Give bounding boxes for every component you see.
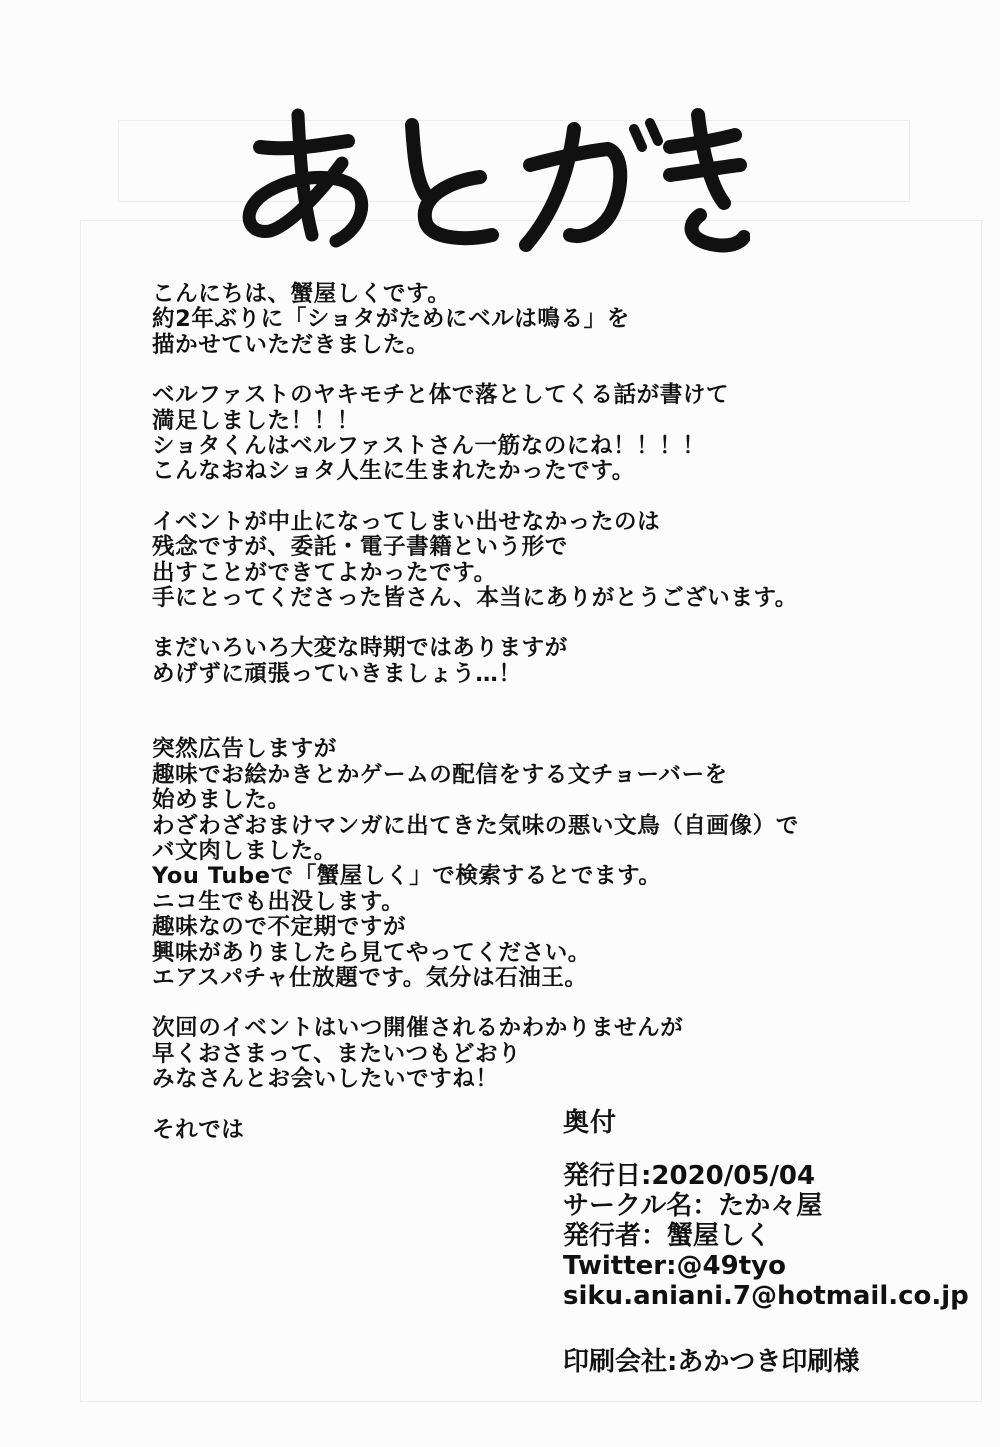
text-line: 早くおさまって、またいつもどおり xyxy=(152,1040,522,1067)
text-line: 出すことができてよかったです。 xyxy=(152,559,497,586)
twitter-handle: Twitter:@49tyo xyxy=(563,1251,786,1281)
text-line: こんなおねショタ人生に生まれたかったです。 xyxy=(152,458,635,485)
paragraph-greeting xyxy=(152,282,872,358)
text-line: めげずに頑張っていきましょう…！ xyxy=(152,660,522,687)
text-line: それでは xyxy=(152,1116,245,1143)
paragraph-event xyxy=(152,510,872,612)
text-line: 残念ですが、委託・電子書籍という形で xyxy=(152,534,568,561)
text-line: 手にとってくださった皆さん、本当にありがとうございます。 xyxy=(152,585,798,612)
email-address: siku.aniani.7@hotmail.co.jp xyxy=(563,1281,969,1311)
text-line: バ文肉しました。 xyxy=(152,837,337,864)
afterword-body xyxy=(152,282,872,1168)
text-line: You Tubeで「蟹屋しく」で検索するとでます。 xyxy=(152,863,662,890)
publish-date: 発行日:2020/05/04 xyxy=(563,1161,816,1191)
paragraph-story xyxy=(152,383,872,485)
handwritten-title-graphic xyxy=(230,85,750,265)
text-line: 描かせていただきました。 xyxy=(152,331,430,358)
paragraph-next-event xyxy=(152,1016,872,1092)
colophon xyxy=(563,1102,983,1378)
paragraph-encouragement xyxy=(152,636,872,687)
paragraph-advertisement xyxy=(152,737,872,991)
colophon-heading: 奥付 xyxy=(563,1108,618,1138)
text-line: ショタくんはベルファストさん一筋なのにね！！！！ xyxy=(152,433,706,460)
text-line: みなさんとお会いしたいですね！ xyxy=(152,1066,499,1093)
text-line: 次回のイベントはいつ開催されるかわかりませんが xyxy=(152,1015,684,1042)
text-line: ベルファストのヤキモチと体で落としてくる話が書けて xyxy=(152,382,730,409)
text-line: ニコ生でも出没します。 xyxy=(152,888,405,915)
text-line: 約2年ぶりに「ショタがためにベルは鳴る」を xyxy=(152,306,630,333)
printing-company: 印刷会社:あかつき印刷様 xyxy=(563,1347,860,1377)
text-line: エアスパチャ仕放題です。気分は石油王。 xyxy=(152,964,588,991)
text-line: 趣味なので不定期ですが xyxy=(152,914,407,941)
publisher-name: 発行者：蟹屋しく xyxy=(563,1221,772,1251)
text-line: イベントが中止になってしまい出せなかったのは xyxy=(152,508,661,535)
text-line: まだいろいろ大変な時期ではありますが xyxy=(152,635,568,662)
text-line: 興味がありましたら見てやってください。 xyxy=(152,939,591,966)
afterword-title xyxy=(230,85,750,265)
text-line: 突然広告しますが xyxy=(152,736,337,763)
text-line: 趣味でお絵かきとかゲームの配信をする文チョーバーを xyxy=(152,761,728,788)
text-line: 始めました。 xyxy=(152,787,291,814)
text-line: こんにちは、蟹屋しくです。 xyxy=(152,281,451,307)
text-line: 満足しました！！！ xyxy=(152,407,360,434)
text-line: わざわざおまけマンガに出てきた気味の悪い文鳥（自画像）で xyxy=(152,812,799,839)
circle-name: サークル名：たか々屋 xyxy=(563,1191,823,1221)
